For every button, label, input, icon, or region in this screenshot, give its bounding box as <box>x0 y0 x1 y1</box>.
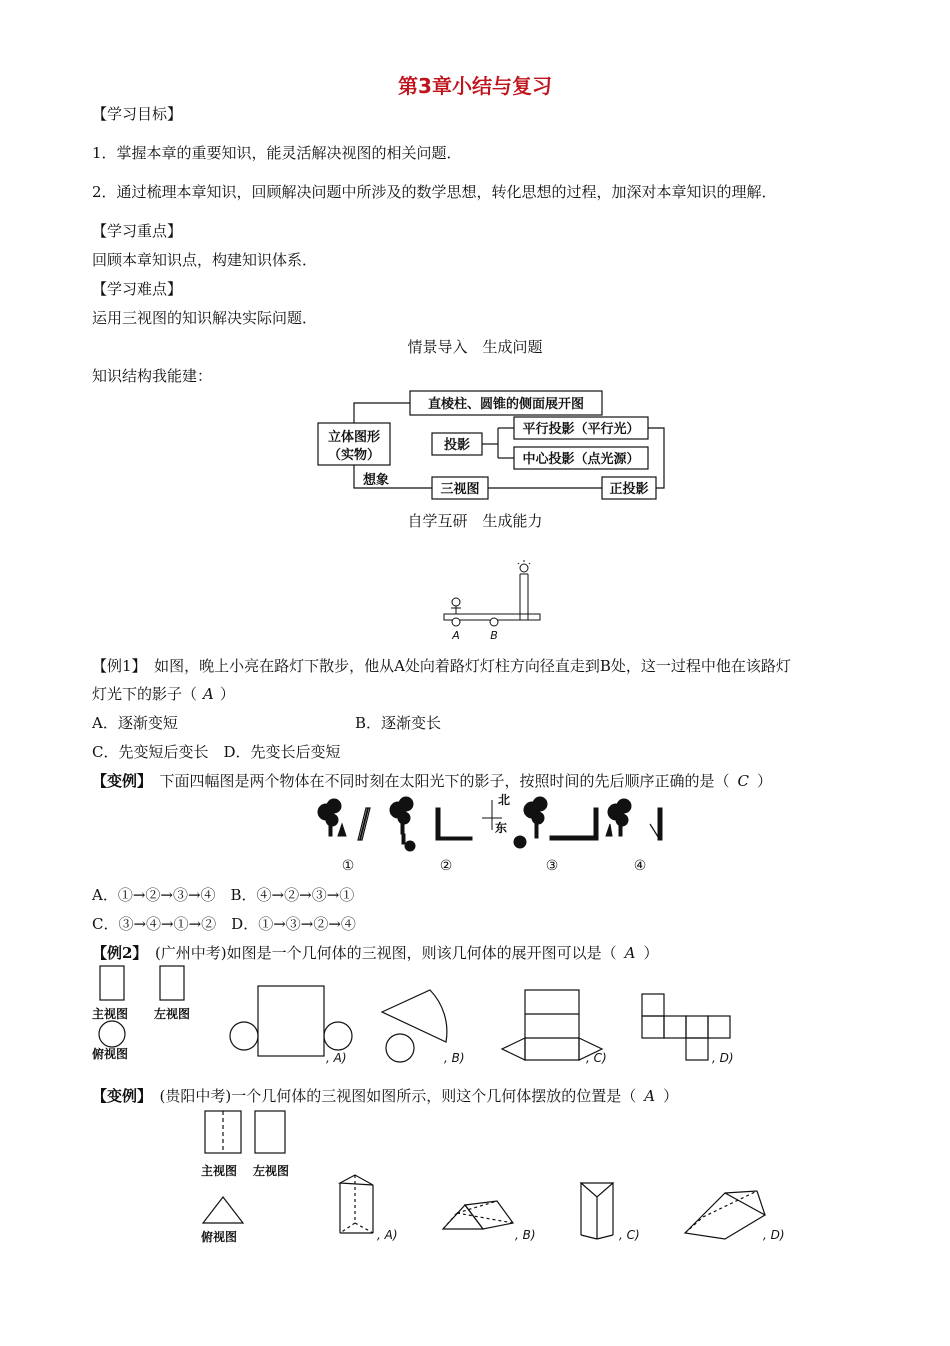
imagine-label: 想象 <box>362 473 390 488</box>
example-1-option-a: A．逐渐变短 <box>92 714 178 732</box>
v2-left-view-label: 左视图 <box>253 1164 290 1178</box>
solid-label: 立体图形 <box>327 430 381 445</box>
v2-option-b-label: , B) <box>515 1228 536 1242</box>
section-self-study: 自学互研 生成能力 <box>407 512 543 530</box>
v2-option-a-label: , A) <box>377 1228 398 1242</box>
variant-2-question: 【变例】 (贵阳中考)一个几何体的三视图如图所示，则这个几何体摆放的位置是（ A ） <box>92 1087 679 1105</box>
variant-1-options-ab: A．①→②→③→④ B．④→②→③→① <box>92 886 355 904</box>
lateral-label: 直棱柱、圆锥的侧面展开图 <box>427 397 585 412</box>
variant-2-label: 【变例】 <box>92 1087 145 1105</box>
key-points-heading: 【学习重点】 <box>92 222 183 240</box>
example-1-line1: 【例1】 如图，晚上小亮在路灯下散步，他从A处向着路灯灯柱方向径直走到B处，这一过程中他在该路灯 <box>92 657 791 675</box>
ex2-option-d-label: , D) <box>712 1051 734 1065</box>
ex2-option-b-label: , B) <box>444 1051 465 1065</box>
variant-1-question: 【变例】 下面四幅图是两个物体在不同时刻在太阳光下的影子，按照时间的先后顺序正确的是（ C ） <box>92 772 773 790</box>
example-1-answer: A <box>203 685 214 703</box>
variant-2-figures <box>195 1105 795 1255</box>
central-label: 中心投影（点光源） <box>522 452 640 467</box>
key-points-text: 回顾本章知识点，构建知识体系． <box>92 251 318 269</box>
figure-number-2: ② <box>439 858 453 874</box>
solid-sub-label: （实物） <box>327 448 381 463</box>
left-view-rect <box>160 966 184 1000</box>
parallel-label: 平行投影（平行光） <box>522 422 640 437</box>
ex2-option-c-label: , C) <box>586 1051 607 1065</box>
v2-front-view-label: 主视图 <box>201 1164 238 1178</box>
figure-number-1: ① <box>341 858 355 874</box>
shadow-figures <box>310 790 680 875</box>
person-icon <box>452 598 460 606</box>
north-label: 北 <box>498 793 511 807</box>
example-2-figures <box>90 962 770 1067</box>
difficulty-heading: 【学习难点】 <box>92 280 183 298</box>
v2-option-d-label: , D) <box>763 1228 785 1242</box>
example-1-line2: 灯光下的影子（ A ） <box>92 685 235 703</box>
v2-option-c-label: , C) <box>619 1228 640 1242</box>
ex2-top-view-label: 俯视图 <box>92 1047 129 1061</box>
ortho-label: 正投影 <box>609 482 649 497</box>
variant-2-answer: A <box>644 1087 656 1105</box>
top-view-circle <box>99 1021 125 1047</box>
difficulty-text: 运用三视图的知识解决实际问题． <box>92 309 318 327</box>
variant-1-label: 【变例】 <box>92 772 145 790</box>
ex2-left-view-label: 左视图 <box>154 1007 191 1021</box>
example-2-answer: A <box>624 944 636 962</box>
v2-top-view-label: 俯视图 <box>201 1230 238 1244</box>
ex2-option-a-label: , A) <box>326 1051 347 1065</box>
example-1-option-b: B．逐渐变长 <box>355 714 442 732</box>
lamp-icon <box>520 564 528 572</box>
figure-number-4: ④ <box>633 858 647 874</box>
goal-item-2: 2．通过梳理本章知识，回顾解决问题中所涉及的数学思想，转化思想的过程，加深对本章知识的理解． <box>92 183 777 201</box>
east-label: 东 <box>495 821 508 835</box>
example-1-option-cd: C．先变短后变长 D．先变长后变短 <box>92 743 341 761</box>
example-2-label: 【例2】 <box>92 944 140 962</box>
point-a-label: A <box>452 629 460 642</box>
variant-1-answer: C <box>737 772 750 790</box>
variant-1-options-cd: C．③→④→①→② D．①→③→②→④ <box>92 915 356 933</box>
section-intro: 情景导入 生成问题 <box>407 338 543 356</box>
ex2-front-view-label: 主视图 <box>92 1007 129 1021</box>
goal-item-1: 1．掌握本章的重要知识，能灵活解决视图的相关问题． <box>92 144 462 162</box>
figure-number-3: ③ <box>545 858 559 874</box>
v2-left-view-rect <box>255 1111 285 1153</box>
example-2-question: 【例2】 (广州中考)如图是一个几何体的三视图，则该几何体的展开图可以是（ A ） <box>92 944 659 962</box>
point-b-label: B <box>490 629 498 642</box>
v2-top-view-triangle <box>203 1197 243 1223</box>
street-lamp-figure <box>440 560 550 642</box>
front-view-rect <box>100 966 124 1000</box>
projection-label: 投影 <box>443 438 471 453</box>
page-title: 第3章小结与复习 <box>398 74 552 98</box>
goals-heading: 【学习目标】 <box>92 105 183 123</box>
structure-label: 知识结构我能建： <box>92 367 213 385</box>
knowledge-structure-diagram <box>310 385 670 505</box>
three-view-label: 三视图 <box>440 482 480 497</box>
example-1-label: 【例1】 <box>92 657 140 675</box>
